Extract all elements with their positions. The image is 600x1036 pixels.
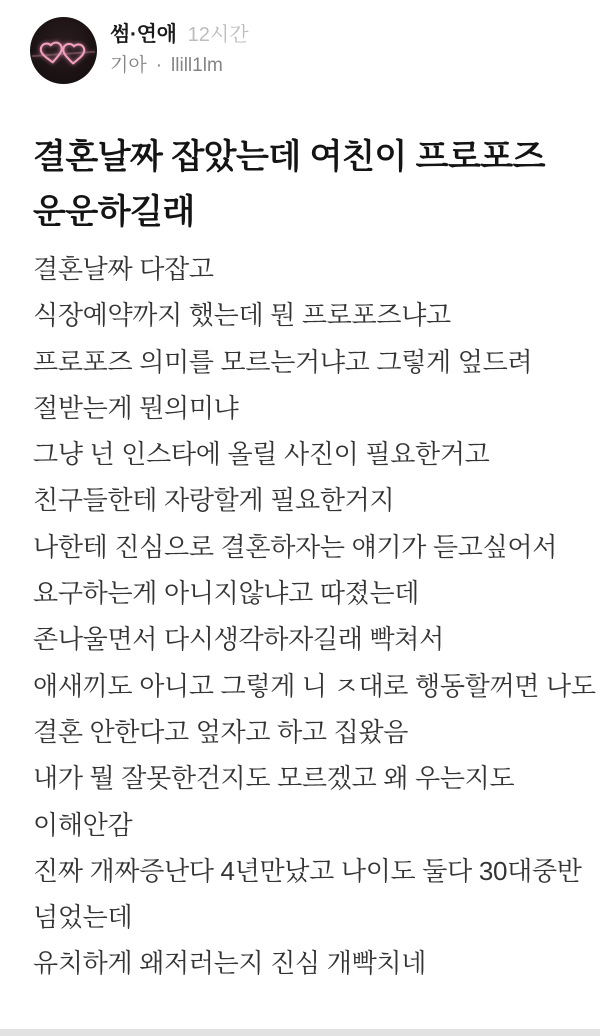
- body-line: 프로포즈 의미를 모르는거냐고 그렇게 엎드려: [33, 346, 533, 377]
- body-line: 넘었는데: [33, 902, 133, 933]
- body-line: 진짜 개짜증난다 4년만났고 나이도 둘다 30대중반: [33, 855, 582, 886]
- body-line: 이해안감: [33, 809, 133, 840]
- bottom-divider: [0, 1029, 600, 1036]
- header-row-author[interactable]: [110, 52, 249, 79]
- username: llill1lm: [171, 55, 223, 76]
- body-line: 절받는게 뭔의미냐: [33, 392, 239, 423]
- body-line: 요구하는게 아니지않냐고 따졌는데: [33, 578, 420, 609]
- post-title: [33, 130, 567, 240]
- company-name: 기아: [110, 55, 147, 76]
- body-line: 친구들한테 자랑할게 필요한거지: [33, 485, 395, 516]
- avatar[interactable]: [30, 17, 97, 84]
- body-line: 내가 뭘 잘못한건지도 모르겠고 왜 우는지도: [33, 763, 515, 794]
- body-line: 그냥 넌 인스타에 올릴 사진이 필요한거고: [33, 439, 490, 470]
- post-body: [33, 246, 596, 987]
- separator-dot: ·: [155, 55, 163, 76]
- body-line: 유치하게 왜저러는지 진심 개빡치네: [33, 948, 427, 979]
- header-text: [110, 17, 249, 79]
- body-line: 애새끼도 아니고 그렇게 니 ㅈ대로 행동할꺼면 나도: [33, 670, 596, 701]
- post-title-line: 결혼날짜 잡았는데 여친이 프로포즈: [33, 138, 545, 176]
- post-title-line: 운운하길래: [33, 193, 195, 231]
- neon-hearts-icon: [30, 17, 97, 84]
- board-name[interactable]: 썸·연애: [110, 23, 177, 46]
- post-content: [0, 130, 600, 987]
- body-line: 존나울면서 다시생각하자길래 빡쳐서: [33, 624, 444, 655]
- body-line: 나한테 진심으로 결혼하자는 얘기가 듣고싶어서: [33, 531, 558, 562]
- body-line: 결혼 안한다고 엎자고 하고 집왔음: [33, 716, 409, 747]
- body-line: 식장예약까지 했는데 뭔 프로포즈냐고: [33, 300, 451, 331]
- body-line: 결혼날짜 다잡고: [33, 254, 214, 284]
- timestamp: 12시간: [187, 24, 249, 46]
- post-header: [0, 0, 600, 84]
- header-row-board: [110, 20, 249, 50]
